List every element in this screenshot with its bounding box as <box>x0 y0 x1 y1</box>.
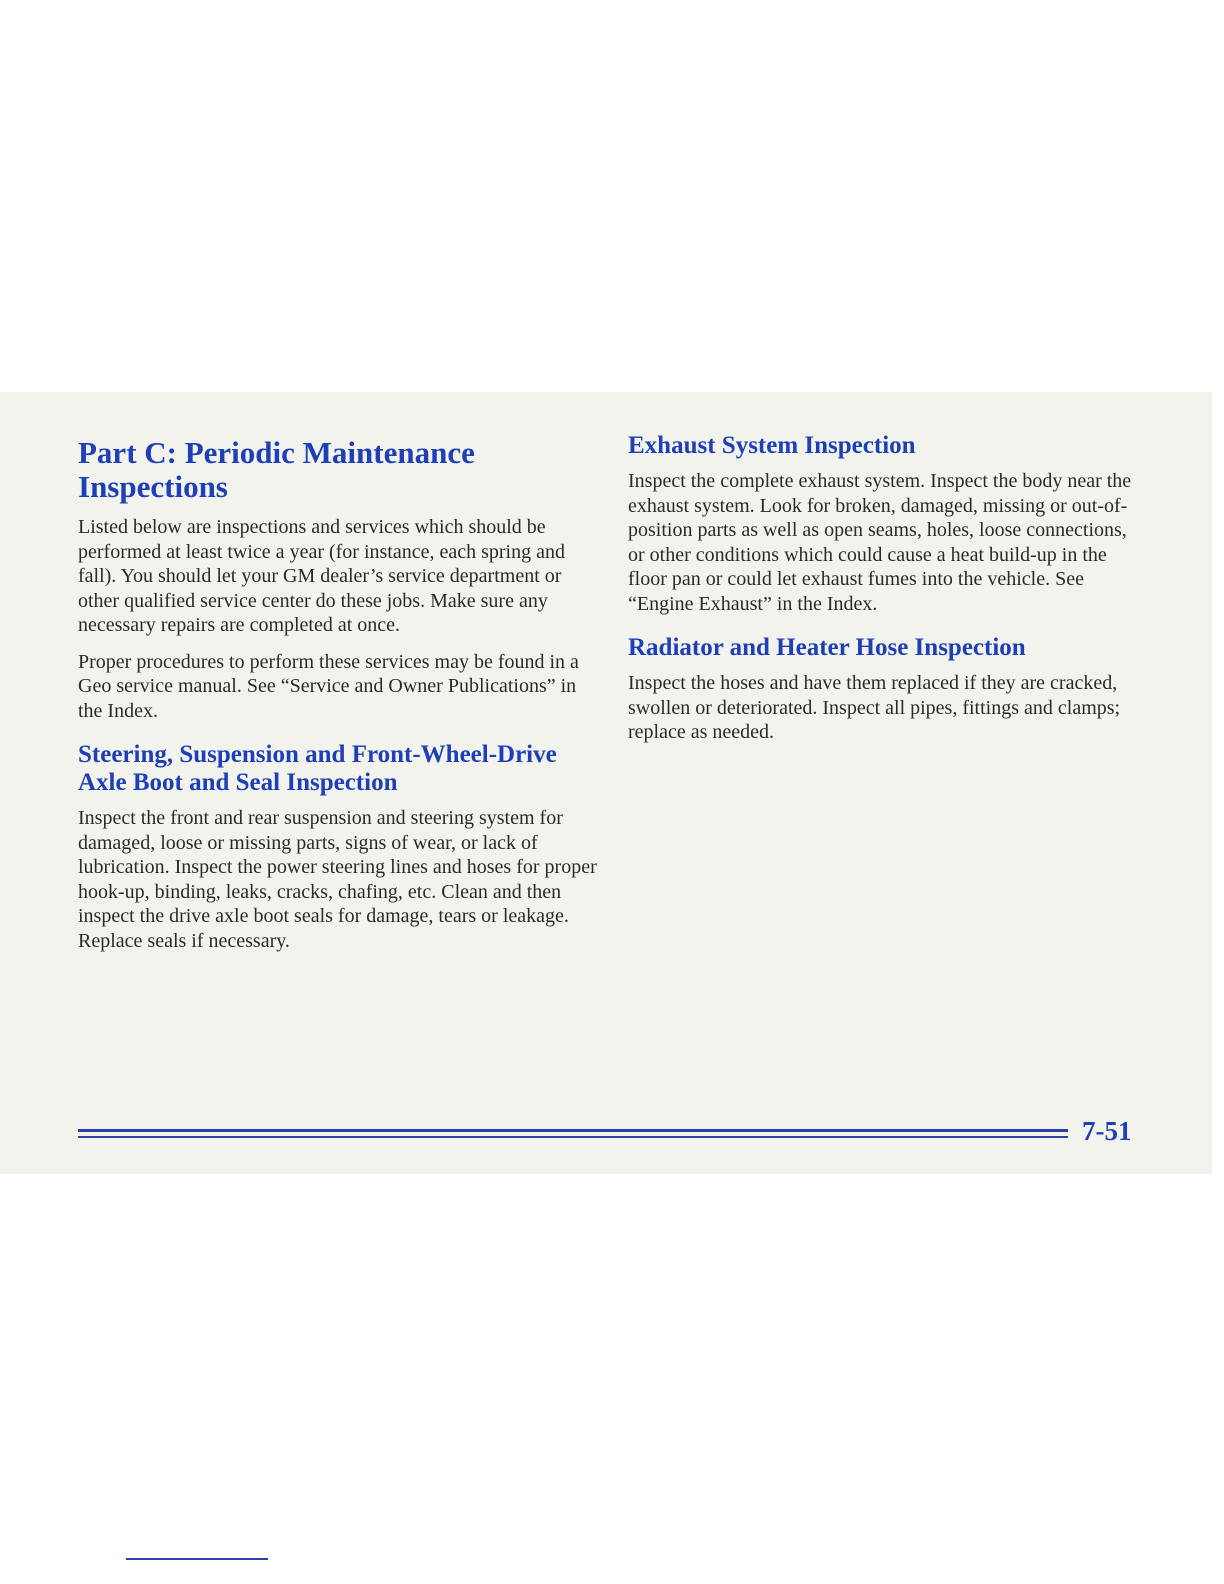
radiator-heading: Radiator and Heater Hose Inspection <box>628 634 1026 661</box>
footer-rule-bottom <box>78 1136 1068 1138</box>
bottom-divider <box>126 1558 268 1560</box>
steering-heading <box>78 741 598 797</box>
page-title-line1: Part C: Periodic Maintenance <box>78 435 475 470</box>
left-column <box>78 436 598 965</box>
steering-paragraph: Inspect the front and rear suspension and steering system for damaged, loose or missing parts, signs of wear, or lack of lubrication. Inspect the power steering lines and hoses for proper hook-up, binding, leaks, cracks, chafing, etc. Clean and then inspect the drive axle boot seals for damage, tears or leakage. Replace seals if necessary. <box>78 807 597 952</box>
exhaust-paragraph: Inspect the complete exhaust system. Inspect the body near the exhaust system. Look for broken, damaged, missing or out-of-position parts as well as open seams, holes, loose connections, or other conditions which could cause a heat build-up in the floor pan or could let exhaust fumes into the vehicle. See “Engine Exhaust” in the Index. <box>628 470 1132 615</box>
right-column <box>628 432 1148 757</box>
procedures-paragraph: Proper procedures to perform these services may be found in a Geo service manual. See “Service and Owner Publications” in the Index. <box>78 650 579 722</box>
page-title <box>78 436 598 504</box>
page-title-line2: Inspections <box>78 469 228 504</box>
intro-paragraph: Listed below are inspections and services which should be performed at least twice a year (for instance, each spring and fall). You should let your GM dealer’s service department or other qualified service center do these jobs. Make sure any necessary repairs are completed at once. <box>78 516 565 636</box>
exhaust-heading: Exhaust System Inspection <box>628 432 916 459</box>
radiator-paragraph: Inspect the hoses and have them replaced if they are cracked, swollen or deteriorated. Inspect all pipes, fittings and clamps; replace as needed. <box>628 672 1121 743</box>
steering-heading-line1: Steering, Suspension and Front-Wheel-Drive <box>78 741 557 768</box>
footer-rule-top <box>78 1129 1068 1132</box>
steering-heading-line2: Axle Boot and Seal Inspection <box>78 769 398 796</box>
page-number: 7-51 <box>1082 1116 1132 1146</box>
